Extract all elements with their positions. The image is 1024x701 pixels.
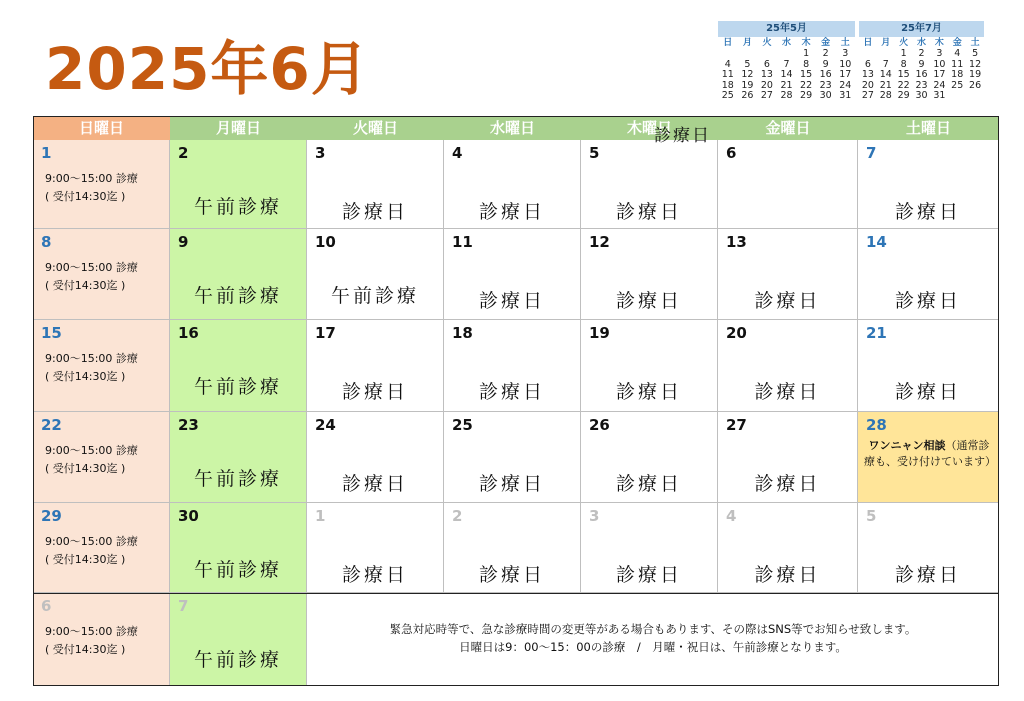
day-number: 2 bbox=[452, 507, 463, 525]
day-cell bbox=[718, 229, 858, 320]
day-number: 25 bbox=[452, 416, 473, 434]
mini-day: 5 bbox=[744, 58, 751, 70]
mini-day: 14 bbox=[780, 69, 793, 80]
sunday-hours: 9:00〜15:00 診療 bbox=[45, 261, 138, 274]
day-cell bbox=[858, 412, 999, 503]
day-status-label: 診療日 bbox=[478, 381, 545, 403]
day-status-label: 診療日 bbox=[615, 381, 682, 403]
mini-day: 23 bbox=[819, 79, 832, 91]
weekday-header: 木曜日 bbox=[581, 116, 718, 140]
day-cell bbox=[307, 320, 444, 412]
day-status-label: 午前診療 bbox=[193, 196, 282, 218]
mini-weekday-label: 水 bbox=[782, 38, 792, 48]
day-status-label: 診療日 bbox=[615, 290, 682, 312]
day-cell bbox=[718, 503, 858, 593]
day-number: 5 bbox=[866, 507, 877, 525]
day-number: 10 bbox=[315, 233, 336, 251]
day-cell bbox=[444, 140, 581, 229]
weekday-header: 土曜日 bbox=[858, 116, 999, 140]
day-cell bbox=[170, 503, 307, 593]
month-calendar bbox=[33, 116, 999, 686]
day-number: 23 bbox=[178, 416, 199, 434]
day-number: 3 bbox=[315, 144, 326, 162]
mini-day: 25 bbox=[951, 79, 964, 91]
sunday-reception: ( 受付14:30迄 ) bbox=[45, 370, 126, 383]
day-number: 4 bbox=[452, 144, 463, 162]
day-status-label: 診療日 bbox=[478, 290, 545, 312]
day-number: 5 bbox=[589, 144, 600, 162]
day-number: 4 bbox=[726, 507, 737, 525]
day-status-label: 診療日 bbox=[754, 290, 821, 312]
sunday-hours-note bbox=[45, 623, 138, 659]
sunday-reception: ( 受付14:30迄 ) bbox=[45, 462, 126, 475]
day-cell bbox=[307, 229, 444, 320]
day-cell bbox=[170, 140, 307, 229]
day-number: 1 bbox=[41, 144, 52, 162]
mini-day: 29 bbox=[897, 90, 910, 101]
day-number: 12 bbox=[589, 233, 610, 251]
mini-day: 28 bbox=[879, 90, 892, 101]
mini-weekday-label: 土 bbox=[840, 38, 850, 48]
mini-day: 24 bbox=[933, 79, 946, 91]
mini-week-row bbox=[718, 49, 855, 60]
day-cell bbox=[858, 320, 999, 412]
mini-day: 19 bbox=[969, 69, 982, 80]
mini-day: 16 bbox=[819, 69, 832, 80]
mini-day: 18 bbox=[951, 69, 964, 80]
mini-day: 11 bbox=[951, 58, 964, 70]
mini-weekday-label: 月 bbox=[881, 38, 891, 48]
mini-day: 15 bbox=[800, 69, 813, 80]
mini-calendar-grid bbox=[718, 49, 855, 102]
consultation-title: ワンニャン相談 bbox=[868, 439, 946, 452]
day-number: 29 bbox=[41, 507, 62, 525]
day-number: 24 bbox=[315, 416, 336, 434]
mini-weekday-label: 金 bbox=[952, 38, 962, 48]
day-cell bbox=[718, 320, 858, 412]
day-number: 30 bbox=[178, 507, 199, 525]
day-number: 18 bbox=[452, 324, 473, 342]
divider bbox=[33, 593, 999, 594]
mini-day: 3 bbox=[842, 48, 849, 59]
day-cell bbox=[307, 503, 444, 593]
day-cell bbox=[858, 229, 999, 320]
mini-calendar-july bbox=[859, 21, 984, 102]
mini-weekday-label: 木 bbox=[801, 38, 811, 48]
mini-day: 20 bbox=[760, 79, 773, 91]
mini-day: 26 bbox=[741, 90, 754, 101]
mini-weekday-label: 日 bbox=[723, 38, 733, 48]
day-status-label: 診療日 bbox=[894, 290, 961, 312]
mini-day: 7 bbox=[783, 58, 790, 70]
mini-day: 8 bbox=[803, 58, 810, 70]
day-cell bbox=[33, 412, 170, 503]
day-number: 26 bbox=[589, 416, 610, 434]
mini-day: 21 bbox=[879, 79, 892, 91]
mini-calendar-title: 25年5月 bbox=[718, 21, 855, 37]
mini-day: 16 bbox=[915, 69, 928, 80]
day-cell bbox=[33, 229, 170, 320]
day-cell bbox=[170, 593, 307, 686]
day-cell bbox=[581, 229, 718, 320]
mini-day: 6 bbox=[864, 58, 871, 70]
day-number: 6 bbox=[726, 144, 737, 162]
day-number: 8 bbox=[41, 233, 52, 251]
day-cell bbox=[444, 320, 581, 412]
sunday-reception: ( 受付14:30迄 ) bbox=[45, 553, 126, 566]
day-status-label: 午前診療 bbox=[193, 559, 282, 581]
day-cell bbox=[858, 503, 999, 593]
day-cell bbox=[581, 320, 718, 412]
mini-day: 14 bbox=[879, 69, 892, 80]
day-status-label: 診療日 bbox=[754, 564, 821, 586]
day-cell bbox=[33, 593, 170, 686]
mini-day: 2 bbox=[918, 48, 925, 59]
mini-day: 6 bbox=[763, 58, 770, 70]
day-status-label: 午前診療 bbox=[193, 649, 282, 671]
mini-day: 10 bbox=[839, 58, 852, 70]
mini-day bbox=[718, 49, 738, 60]
day-number: 15 bbox=[41, 324, 62, 342]
mini-week-row bbox=[859, 49, 984, 60]
day-status-label: 診療日 bbox=[754, 381, 821, 403]
sunday-hours-note bbox=[45, 442, 138, 478]
day-cell bbox=[170, 412, 307, 503]
mini-day: 24 bbox=[839, 79, 852, 91]
mini-day: 27 bbox=[760, 90, 773, 101]
day-cell bbox=[170, 229, 307, 320]
sunday-hours: 9:00〜15:00 診療 bbox=[45, 352, 138, 365]
day-status-label: 午前診療 bbox=[330, 285, 419, 307]
mini-day: 23 bbox=[915, 79, 928, 91]
mini-week-row bbox=[859, 70, 984, 81]
mini-day: 15 bbox=[897, 69, 910, 80]
mini-weekday-label: 土 bbox=[970, 38, 980, 48]
sunday-hours-note bbox=[45, 259, 138, 295]
day-number: 27 bbox=[726, 416, 747, 434]
mini-day: 27 bbox=[861, 90, 874, 101]
mini-day bbox=[948, 91, 966, 102]
mini-week-row bbox=[718, 91, 855, 102]
mini-day: 10 bbox=[933, 58, 946, 70]
overlapping-label: 診療日 bbox=[654, 126, 711, 146]
mini-weekday-label: 木 bbox=[934, 38, 944, 48]
sunday-hours-note bbox=[45, 170, 138, 206]
mini-day: 17 bbox=[933, 69, 946, 80]
sunday-hours: 9:00〜15:00 診療 bbox=[45, 535, 138, 548]
day-cell bbox=[718, 412, 858, 503]
mini-day: 1 bbox=[900, 48, 907, 59]
consultation-detail: （通常診療も、受け付けています） bbox=[864, 439, 996, 468]
mini-day: 30 bbox=[819, 90, 832, 101]
sunday-hours: 9:00〜15:00 診療 bbox=[45, 625, 138, 638]
sunday-hours: 9:00〜15:00 診療 bbox=[45, 172, 138, 185]
day-status-label: 診療日 bbox=[615, 564, 682, 586]
day-status-label: 診療日 bbox=[894, 564, 961, 586]
mini-day: 7 bbox=[882, 58, 889, 70]
mini-day: 13 bbox=[861, 69, 874, 80]
day-status-label: 午前診療 bbox=[193, 285, 282, 307]
day-cell bbox=[33, 503, 170, 593]
mini-calendar-title: 25年7月 bbox=[859, 21, 984, 37]
sunday-hours-note bbox=[45, 350, 138, 386]
day-number: 7 bbox=[866, 144, 877, 162]
day-cell bbox=[170, 320, 307, 412]
day-number: 13 bbox=[726, 233, 747, 251]
mini-day: 12 bbox=[969, 58, 982, 70]
sunday-reception: ( 受付14:30迄 ) bbox=[45, 279, 126, 292]
weekday-header: 火曜日 bbox=[307, 116, 444, 140]
mini-day: 9 bbox=[918, 58, 925, 70]
day-number: 3 bbox=[589, 507, 600, 525]
day-number: 20 bbox=[726, 324, 747, 342]
mini-day: 29 bbox=[800, 90, 813, 101]
day-number: 11 bbox=[452, 233, 473, 251]
day-cell bbox=[307, 140, 444, 229]
day-number: 19 bbox=[589, 324, 610, 342]
mini-day: 26 bbox=[969, 79, 982, 91]
day-status-label: 診療日 bbox=[615, 201, 682, 223]
mini-day: 12 bbox=[741, 69, 754, 80]
mini-weekday-label: 月 bbox=[742, 38, 752, 48]
mini-calendar-weekdays bbox=[718, 37, 855, 49]
sunday-reception: ( 受付14:30迄 ) bbox=[45, 643, 126, 656]
day-cell bbox=[581, 140, 718, 229]
weekday-header: 金曜日 bbox=[718, 116, 858, 140]
day-cell bbox=[307, 412, 444, 503]
day-cell bbox=[444, 412, 581, 503]
day-cell bbox=[444, 229, 581, 320]
mini-day: 31 bbox=[839, 90, 852, 101]
day-number: 7 bbox=[178, 597, 189, 615]
mini-day: 9 bbox=[822, 58, 829, 70]
day-cell bbox=[858, 140, 999, 229]
day-status-label: 診療日 bbox=[894, 201, 961, 223]
day-number: 22 bbox=[41, 416, 62, 434]
day-status-label: 診療日 bbox=[478, 473, 545, 495]
mini-day: 3 bbox=[936, 48, 943, 59]
day-status-label: 午前診療 bbox=[193, 468, 282, 490]
mini-day: 1 bbox=[803, 48, 810, 59]
mini-day: 19 bbox=[741, 79, 754, 91]
notice-line: 日曜日は9：00〜15：00の診療 / 月曜・祝日は、午前診療となります。 bbox=[459, 640, 847, 654]
mini-weekday-label: 金 bbox=[821, 38, 831, 48]
day-status-label: 診療日 bbox=[478, 564, 545, 586]
notice-text bbox=[307, 620, 999, 656]
mini-day bbox=[738, 49, 758, 60]
mini-day bbox=[877, 49, 895, 60]
day-number: 17 bbox=[315, 324, 336, 342]
day-status-label: 診療日 bbox=[341, 564, 408, 586]
mini-day: 13 bbox=[760, 69, 773, 80]
day-status-label: 診療日 bbox=[341, 201, 408, 223]
day-status-label: 診療日 bbox=[615, 473, 682, 495]
weekday-header: 月曜日 bbox=[170, 116, 307, 140]
mini-day bbox=[966, 91, 984, 102]
day-status-label: 診療日 bbox=[341, 381, 408, 403]
mini-day: 22 bbox=[800, 79, 813, 91]
day-number: 1 bbox=[315, 507, 326, 525]
mini-day: 22 bbox=[897, 79, 910, 91]
mini-day: 4 bbox=[724, 58, 731, 70]
day-cell bbox=[444, 503, 581, 593]
day-cell bbox=[33, 140, 170, 229]
mini-calendar-may bbox=[718, 21, 855, 102]
day-number: 9 bbox=[178, 233, 189, 251]
day-cell bbox=[33, 320, 170, 412]
mini-day: 30 bbox=[915, 90, 928, 101]
mini-day: 17 bbox=[839, 69, 852, 80]
day-number: 6 bbox=[41, 597, 52, 615]
day-number: 28 bbox=[866, 416, 887, 434]
day-status-label: 診療日 bbox=[478, 201, 545, 223]
sunday-reception: ( 受付14:30迄 ) bbox=[45, 190, 126, 203]
day-status-label: 診療日 bbox=[341, 473, 408, 495]
day-cell bbox=[581, 412, 718, 503]
mini-day: 11 bbox=[721, 69, 734, 80]
weekday-header: 日曜日 bbox=[33, 116, 170, 140]
mini-calendar-grid bbox=[859, 49, 984, 102]
page-title: 2025年6月 bbox=[45, 35, 370, 103]
day-cell bbox=[718, 140, 858, 229]
mini-day: 2 bbox=[822, 48, 829, 59]
day-number: 21 bbox=[866, 324, 887, 342]
sunday-hours: 9:00〜15:00 診療 bbox=[45, 444, 138, 457]
day-number: 14 bbox=[866, 233, 887, 251]
mini-day bbox=[777, 49, 797, 60]
day-cell bbox=[581, 503, 718, 593]
mini-week-row bbox=[718, 70, 855, 81]
day-status-label: 診療日 bbox=[754, 473, 821, 495]
day-status-label: 診療日 bbox=[894, 381, 961, 403]
mini-day: 25 bbox=[721, 90, 734, 101]
mini-day bbox=[757, 49, 777, 60]
sunday-hours-note bbox=[45, 533, 138, 569]
mini-day: 4 bbox=[954, 48, 961, 59]
mini-day: 18 bbox=[721, 79, 734, 91]
mini-weekday-label: 火 bbox=[899, 38, 909, 48]
mini-weekday-label: 水 bbox=[917, 38, 927, 48]
mini-day bbox=[859, 49, 877, 60]
notice-line: 緊急対応時等で、急な診療時間の変更等がある場合もあります、その際はSNS等でお知らせ致します。 bbox=[389, 622, 917, 636]
mini-day: 31 bbox=[933, 90, 946, 101]
mini-weekday-label: 火 bbox=[762, 38, 772, 48]
day-status-label: 午前診療 bbox=[193, 376, 282, 398]
mini-day: 20 bbox=[861, 79, 874, 91]
mini-day: 28 bbox=[780, 90, 793, 101]
consultation-note bbox=[864, 438, 994, 470]
mini-day: 5 bbox=[972, 48, 979, 59]
mini-week-row bbox=[859, 91, 984, 102]
day-number: 2 bbox=[178, 144, 189, 162]
mini-weekday-label: 日 bbox=[863, 38, 873, 48]
mini-day: 8 bbox=[900, 58, 907, 70]
day-number: 16 bbox=[178, 324, 199, 342]
mini-day: 21 bbox=[780, 79, 793, 91]
weekday-header: 水曜日 bbox=[444, 116, 581, 140]
